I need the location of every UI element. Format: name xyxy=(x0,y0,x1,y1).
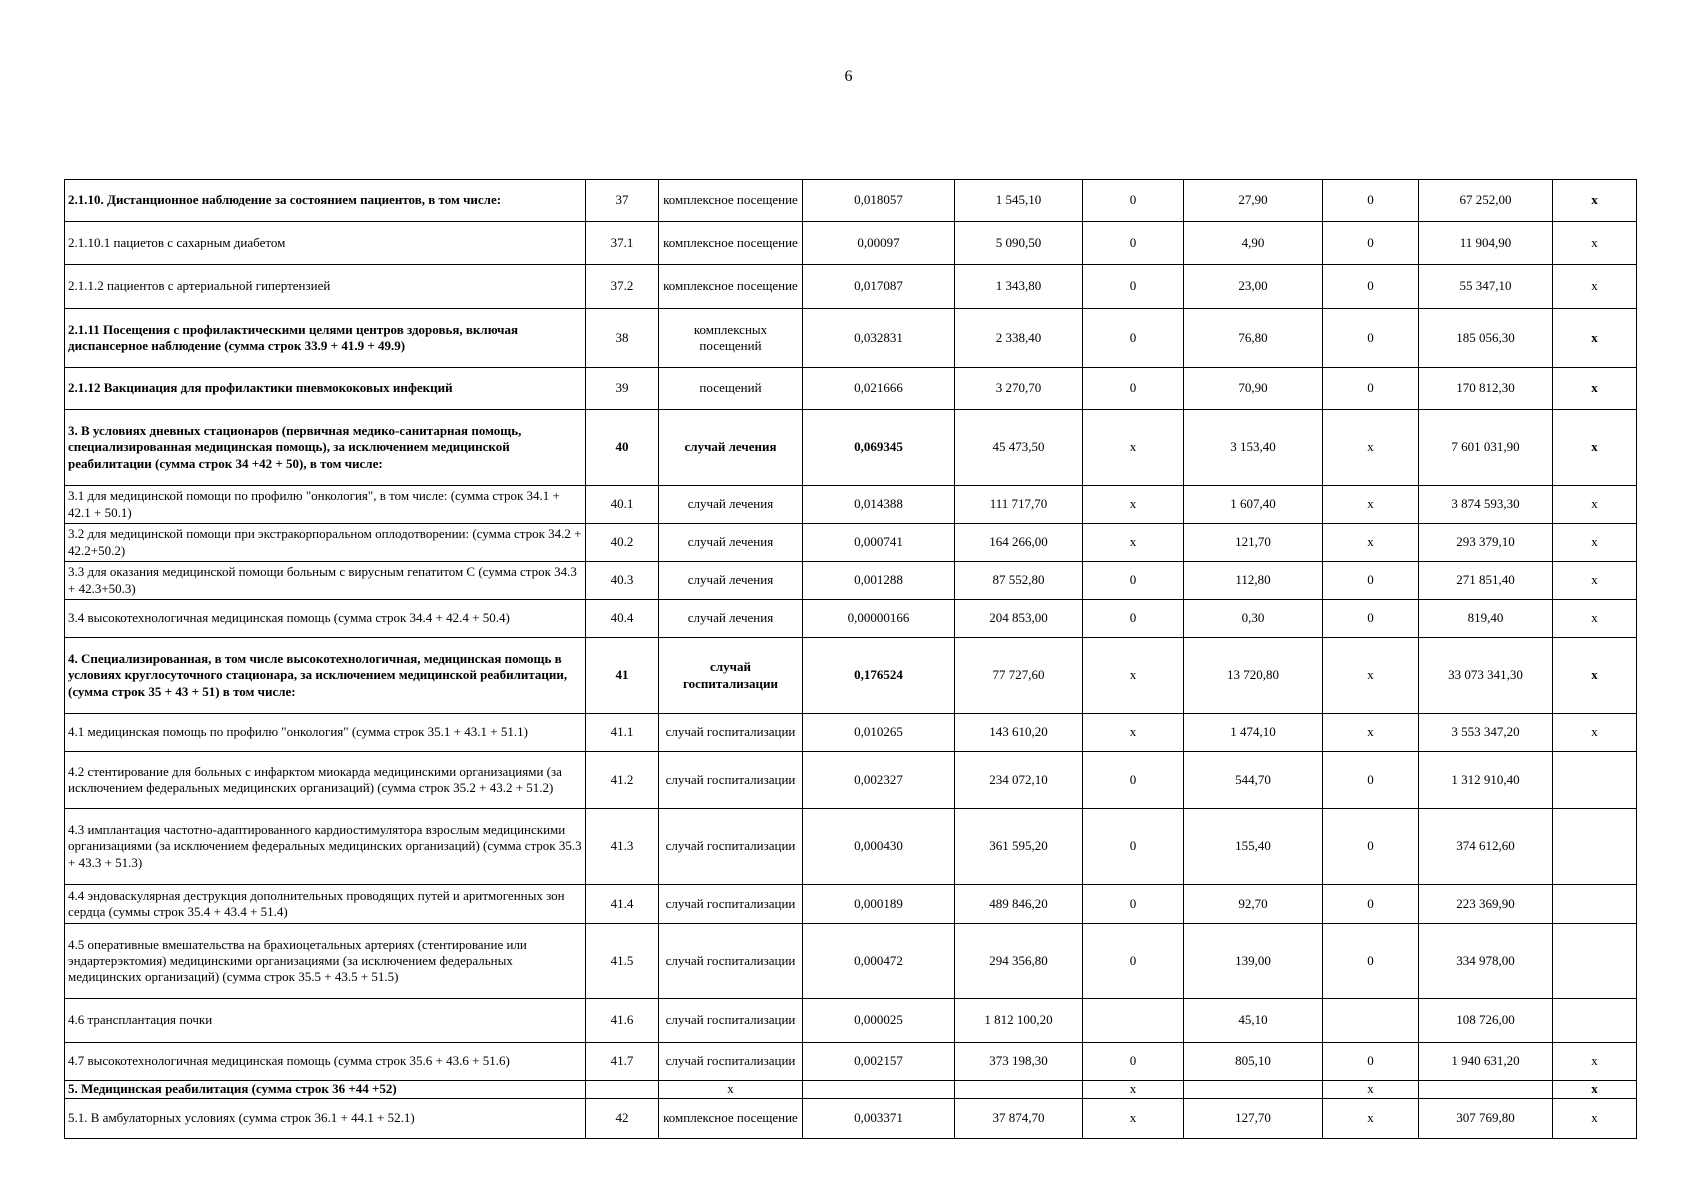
row-col6-cell: 0 xyxy=(1083,222,1184,265)
row-col10-cell: х xyxy=(1553,562,1637,600)
row-code-cell: 40.3 xyxy=(586,562,659,600)
row-name-cell: 3.1 для медицинской помощи по профилю "онкология", в том числе: (сумма строк 34.1 + 42.1 + 50.1) xyxy=(65,486,586,524)
row-col9-cell: 271 851,40 xyxy=(1419,562,1553,600)
row-col7-cell: 45,10 xyxy=(1184,999,1323,1043)
row-col8-cell: 0 xyxy=(1323,752,1419,809)
row-col10-cell: х xyxy=(1553,410,1637,486)
row-col7-cell: 92,70 xyxy=(1184,885,1323,924)
row-col6-cell: 0 xyxy=(1083,180,1184,222)
row-cost-cell: 294 356,80 xyxy=(955,924,1083,999)
table-row xyxy=(65,600,1637,638)
row-col8-cell: х xyxy=(1323,714,1419,752)
row-col10-cell: х xyxy=(1553,486,1637,524)
row-col9-cell: 185 056,30 xyxy=(1419,309,1553,368)
row-col6-cell: х xyxy=(1083,638,1184,714)
row-name-cell: 4.3 имплантация частотно-адаптированного кардиостимулятора взрослым медицинскими организациями (за исключением федеральных медицинских организаций) (сумма строк 35.3 + 43.3 + 51.3) xyxy=(65,809,586,885)
row-col10-cell xyxy=(1553,924,1637,999)
row-cost-cell: 5 090,50 xyxy=(955,222,1083,265)
row-col6-cell: 0 xyxy=(1083,809,1184,885)
row-col7-cell: 1 607,40 xyxy=(1184,486,1323,524)
row-col6-cell: 0 xyxy=(1083,368,1184,410)
row-code-cell: 40 xyxy=(586,410,659,486)
row-unit-cell: случай госпитализации xyxy=(659,714,803,752)
row-norm-cell: 0,176524 xyxy=(803,638,955,714)
row-col6-cell: 0 xyxy=(1083,600,1184,638)
table-row xyxy=(65,809,1637,885)
table-row xyxy=(65,638,1637,714)
row-cost-cell: 1 545,10 xyxy=(955,180,1083,222)
table-body xyxy=(65,180,1637,1139)
row-cost-cell: 111 717,70 xyxy=(955,486,1083,524)
row-name-cell: 4.5 оперативные вмешательства на брахиоцетальных артериях (стентирование или эндартерэктомия) медицинскими организациями (за исключением федеральных медицинских организаций) (сумма строк 35.5 + 43.5 + 51.5) xyxy=(65,924,586,999)
row-col8-cell: 0 xyxy=(1323,368,1419,410)
row-col10-cell: х xyxy=(1553,1099,1637,1139)
row-code-cell: 40.2 xyxy=(586,524,659,562)
row-col9-cell: 293 379,10 xyxy=(1419,524,1553,562)
row-col7-cell: 0,30 xyxy=(1184,600,1323,638)
row-name-cell: 4.2 стентирование для больных с инфарктом миокарда медицинскими организациями (за исключением федеральных медицинских организаций) (сумма строк 35.2 + 43.2 + 51.2) xyxy=(65,752,586,809)
row-unit-cell: комплексных посещений xyxy=(659,309,803,368)
table-row xyxy=(65,265,1637,309)
row-col9-cell: 819,40 xyxy=(1419,600,1553,638)
row-col8-cell: х xyxy=(1323,410,1419,486)
row-col6-cell: 0 xyxy=(1083,562,1184,600)
row-col7-cell: 1 474,10 xyxy=(1184,714,1323,752)
row-col10-cell: х xyxy=(1553,368,1637,410)
row-cost-cell: 45 473,50 xyxy=(955,410,1083,486)
row-col6-cell xyxy=(1083,999,1184,1043)
row-col8-cell: х xyxy=(1323,1081,1419,1099)
row-unit-cell: случай госпитализации xyxy=(659,924,803,999)
row-col6-cell: х xyxy=(1083,486,1184,524)
row-norm-cell: 0,003371 xyxy=(803,1099,955,1139)
table-row xyxy=(65,1099,1637,1139)
row-col7-cell: 76,80 xyxy=(1184,309,1323,368)
row-col7-cell: 544,70 xyxy=(1184,752,1323,809)
row-cost-cell: 373 198,30 xyxy=(955,1043,1083,1081)
table-row xyxy=(65,180,1637,222)
row-norm-cell: 0,018057 xyxy=(803,180,955,222)
row-code-cell: 37.2 xyxy=(586,265,659,309)
row-col6-cell: х xyxy=(1083,1081,1184,1099)
row-col8-cell: 0 xyxy=(1323,562,1419,600)
row-col9-cell: 3 874 593,30 xyxy=(1419,486,1553,524)
table-row xyxy=(65,222,1637,265)
row-col9-cell: 374 612,60 xyxy=(1419,809,1553,885)
row-col6-cell: 0 xyxy=(1083,265,1184,309)
row-code-cell: 41.7 xyxy=(586,1043,659,1081)
row-col10-cell xyxy=(1553,999,1637,1043)
row-col6-cell: 0 xyxy=(1083,924,1184,999)
row-cost-cell: 1 812 100,20 xyxy=(955,999,1083,1043)
row-col8-cell xyxy=(1323,999,1419,1043)
row-col7-cell: 121,70 xyxy=(1184,524,1323,562)
row-col9-cell: 223 369,90 xyxy=(1419,885,1553,924)
row-col7-cell: 70,90 xyxy=(1184,368,1323,410)
row-col7-cell: 23,00 xyxy=(1184,265,1323,309)
row-col8-cell: 0 xyxy=(1323,265,1419,309)
row-col10-cell: х xyxy=(1553,180,1637,222)
row-col8-cell: 0 xyxy=(1323,1043,1419,1081)
row-cost-cell: 2 338,40 xyxy=(955,309,1083,368)
table-row xyxy=(65,486,1637,524)
row-code-cell: 41.3 xyxy=(586,809,659,885)
row-col10-cell xyxy=(1553,885,1637,924)
table-row xyxy=(65,999,1637,1043)
row-cost-cell: 204 853,00 xyxy=(955,600,1083,638)
row-col9-cell: 7 601 031,90 xyxy=(1419,410,1553,486)
row-col9-cell: 33 073 341,30 xyxy=(1419,638,1553,714)
row-name-cell: 4. Специализированная, в том числе высокотехнологичная, медицинская помощь в условиях круглосуточного стационара, за исключением медицинской реабилитации, (сумма строк 35 + 43 + 51) в том числе: xyxy=(65,638,586,714)
row-unit-cell: комплексное посещение xyxy=(659,222,803,265)
row-name-cell: 4.1 медицинская помощь по профилю "онкология" (сумма строк 35.1 + 43.1 + 51.1) xyxy=(65,714,586,752)
table-row xyxy=(65,368,1637,410)
row-unit-cell: случай госпитализации xyxy=(659,638,803,714)
table-row xyxy=(65,752,1637,809)
row-cost-cell: 489 846,20 xyxy=(955,885,1083,924)
row-code-cell: 42 xyxy=(586,1099,659,1139)
row-norm-cell xyxy=(803,1081,955,1099)
row-col10-cell xyxy=(1553,752,1637,809)
row-norm-cell: 0,000472 xyxy=(803,924,955,999)
row-col10-cell: х xyxy=(1553,265,1637,309)
table-row xyxy=(65,1081,1637,1099)
row-name-cell: 5.1. В амбулаторных условиях (сумма строк 36.1 + 44.1 + 52.1) xyxy=(65,1099,586,1139)
row-col8-cell: 0 xyxy=(1323,222,1419,265)
row-col10-cell: х xyxy=(1553,309,1637,368)
table-row xyxy=(65,1043,1637,1081)
row-col10-cell: х xyxy=(1553,714,1637,752)
table-row xyxy=(65,309,1637,368)
row-code-cell: 41.2 xyxy=(586,752,659,809)
row-name-cell: 3.4 высокотехнологичная медицинская помощь (сумма строк 34.4 + 42.4 + 50.4) xyxy=(65,600,586,638)
row-norm-cell: 0,032831 xyxy=(803,309,955,368)
row-col9-cell: 307 769,80 xyxy=(1419,1099,1553,1139)
row-code-cell: 38 xyxy=(586,309,659,368)
row-col6-cell: 0 xyxy=(1083,1043,1184,1081)
row-col7-cell xyxy=(1184,1081,1323,1099)
row-col10-cell xyxy=(1553,809,1637,885)
row-norm-cell: 0,001288 xyxy=(803,562,955,600)
row-col6-cell: 0 xyxy=(1083,752,1184,809)
row-cost-cell: 234 072,10 xyxy=(955,752,1083,809)
row-norm-cell: 0,002157 xyxy=(803,1043,955,1081)
row-unit-cell: комплексное посещение xyxy=(659,265,803,309)
row-unit-cell: случай госпитализации xyxy=(659,752,803,809)
row-col10-cell: х xyxy=(1553,1043,1637,1081)
row-norm-cell: 0,000741 xyxy=(803,524,955,562)
row-cost-cell: 3 270,70 xyxy=(955,368,1083,410)
row-cost-cell: 77 727,60 xyxy=(955,638,1083,714)
row-unit-cell: случай госпитализации xyxy=(659,809,803,885)
row-col7-cell: 27,90 xyxy=(1184,180,1323,222)
table-row xyxy=(65,714,1637,752)
row-norm-cell: 0,014388 xyxy=(803,486,955,524)
row-name-cell: 2.1.1.2 пациентов с артериальной гипертензией xyxy=(65,265,586,309)
row-name-cell: 2.1.10.1 пациетов с сахарным диабетом xyxy=(65,222,586,265)
row-col9-cell: 1 940 631,20 xyxy=(1419,1043,1553,1081)
row-code-cell: 40.1 xyxy=(586,486,659,524)
row-cost-cell: 1 343,80 xyxy=(955,265,1083,309)
row-col8-cell: 0 xyxy=(1323,309,1419,368)
row-col8-cell: 0 xyxy=(1323,600,1419,638)
row-name-cell: 3. В условиях дневных стационаров (первичная медико-санитарная помощь, специализированная медицинская помощь), за исключением медицинской реабилитации (сумма строк 34 +42 + 50), в том числе: xyxy=(65,410,586,486)
page-number: 6 xyxy=(844,68,853,85)
row-col7-cell: 112,80 xyxy=(1184,562,1323,600)
row-norm-cell: 0,00097 xyxy=(803,222,955,265)
row-unit-cell: случай лечения xyxy=(659,562,803,600)
row-unit-cell: случай госпитализации xyxy=(659,999,803,1043)
row-name-cell: 4.6 трансплантация почки xyxy=(65,999,586,1043)
row-name-cell: 3.2 для медицинской помощи при экстракорпоральном оплодотворении: (сумма строк 34.2 + 42.2+50.2) xyxy=(65,524,586,562)
row-norm-cell: 0,00000166 xyxy=(803,600,955,638)
row-col8-cell: х xyxy=(1323,638,1419,714)
row-code-cell: 39 xyxy=(586,368,659,410)
row-code-cell: 40.4 xyxy=(586,600,659,638)
row-col7-cell: 805,10 xyxy=(1184,1043,1323,1081)
table-row xyxy=(65,885,1637,924)
row-cost-cell xyxy=(955,1081,1083,1099)
financing-table xyxy=(64,179,1637,1139)
row-unit-cell: случай лечения xyxy=(659,410,803,486)
row-norm-cell: 0,021666 xyxy=(803,368,955,410)
row-col9-cell: 170 812,30 xyxy=(1419,368,1553,410)
row-col10-cell: х xyxy=(1553,524,1637,562)
row-col9-cell: 55 347,10 xyxy=(1419,265,1553,309)
row-code-cell: 41.1 xyxy=(586,714,659,752)
row-col9-cell: 108 726,00 xyxy=(1419,999,1553,1043)
row-col10-cell: х xyxy=(1553,1081,1637,1099)
row-unit-cell: случай лечения xyxy=(659,486,803,524)
row-col9-cell: 3 553 347,20 xyxy=(1419,714,1553,752)
row-unit-cell: комплексное посещение xyxy=(659,180,803,222)
row-col7-cell: 127,70 xyxy=(1184,1099,1323,1139)
row-name-cell: 2.1.10. Дистанционное наблюдение за состоянием пациентов, в том числе: xyxy=(65,180,586,222)
row-unit-cell: случай госпитализации xyxy=(659,885,803,924)
row-cost-cell: 87 552,80 xyxy=(955,562,1083,600)
row-unit-cell: комплексное посещение xyxy=(659,1099,803,1139)
row-col6-cell: х xyxy=(1083,410,1184,486)
row-name-cell: 5. Медицинская реабилитация (сумма строк 36 +44 +52) xyxy=(65,1081,586,1099)
row-col8-cell: 0 xyxy=(1323,885,1419,924)
row-cost-cell: 37 874,70 xyxy=(955,1099,1083,1139)
row-norm-cell: 0,002327 xyxy=(803,752,955,809)
row-norm-cell: 0,000189 xyxy=(803,885,955,924)
row-name-cell: 2.1.12 Вакцинация для профилактики пневмококовых инфекций xyxy=(65,368,586,410)
row-unit-cell: случай лечения xyxy=(659,524,803,562)
table-row xyxy=(65,924,1637,999)
row-name-cell: 2.1.11 Посещения с профилактическими целями центров здоровья, включая диспансерное наблюдение (сумма строк 33.9 + 41.9 + 49.9) xyxy=(65,309,586,368)
row-code-cell: 41.6 xyxy=(586,999,659,1043)
row-col8-cell: х xyxy=(1323,524,1419,562)
row-col7-cell: 13 720,80 xyxy=(1184,638,1323,714)
row-norm-cell: 0,069345 xyxy=(803,410,955,486)
row-cost-cell: 164 266,00 xyxy=(955,524,1083,562)
row-unit-cell: случай лечения xyxy=(659,600,803,638)
row-col8-cell: х xyxy=(1323,486,1419,524)
row-col9-cell: 67 252,00 xyxy=(1419,180,1553,222)
row-code-cell: 37.1 xyxy=(586,222,659,265)
row-col6-cell: х xyxy=(1083,524,1184,562)
row-col10-cell: х xyxy=(1553,222,1637,265)
row-norm-cell: 0,010265 xyxy=(803,714,955,752)
row-unit-cell: посещений xyxy=(659,368,803,410)
row-name-cell: 4.4 эндоваскулярная деструкция дополнительных проводящих путей и аритмогенных зон сердца (суммы строк 35.4 + 43.4 + 51.4) xyxy=(65,885,586,924)
row-cost-cell: 361 595,20 xyxy=(955,809,1083,885)
row-cost-cell: 143 610,20 xyxy=(955,714,1083,752)
row-col7-cell: 139,00 xyxy=(1184,924,1323,999)
row-code-cell xyxy=(586,1081,659,1099)
row-col9-cell: 334 978,00 xyxy=(1419,924,1553,999)
table-row xyxy=(65,524,1637,562)
row-col8-cell: 0 xyxy=(1323,180,1419,222)
row-col8-cell: 0 xyxy=(1323,809,1419,885)
row-code-cell: 37 xyxy=(586,180,659,222)
row-code-cell: 41.5 xyxy=(586,924,659,999)
row-col8-cell: 0 xyxy=(1323,924,1419,999)
row-col7-cell: 155,40 xyxy=(1184,809,1323,885)
row-code-cell: 41.4 xyxy=(586,885,659,924)
row-name-cell: 3.3 для оказания медицинской помощи больным с вирусным гепатитом С (сумма строк 34.3 + 42.3+50.3) xyxy=(65,562,586,600)
table-row xyxy=(65,410,1637,486)
row-norm-cell: 0,017087 xyxy=(803,265,955,309)
row-norm-cell: 0,000430 xyxy=(803,809,955,885)
row-col6-cell: 0 xyxy=(1083,309,1184,368)
row-name-cell: 4.7 высокотехнологичная медицинская помощь (сумма строк 35.6 + 43.6 + 51.6) xyxy=(65,1043,586,1081)
row-col6-cell: 0 xyxy=(1083,885,1184,924)
row-unit-cell: х xyxy=(659,1081,803,1099)
row-col6-cell: х xyxy=(1083,1099,1184,1139)
row-col9-cell: 11 904,90 xyxy=(1419,222,1553,265)
row-col7-cell: 4,90 xyxy=(1184,222,1323,265)
row-col8-cell: х xyxy=(1323,1099,1419,1139)
row-col10-cell: х xyxy=(1553,638,1637,714)
row-col7-cell: 3 153,40 xyxy=(1184,410,1323,486)
row-code-cell: 41 xyxy=(586,638,659,714)
row-col9-cell xyxy=(1419,1081,1553,1099)
row-col6-cell: х xyxy=(1083,714,1184,752)
row-col10-cell: х xyxy=(1553,600,1637,638)
row-unit-cell: случай госпитализации xyxy=(659,1043,803,1081)
row-col9-cell: 1 312 910,40 xyxy=(1419,752,1553,809)
table-row xyxy=(65,562,1637,600)
row-norm-cell: 0,000025 xyxy=(803,999,955,1043)
